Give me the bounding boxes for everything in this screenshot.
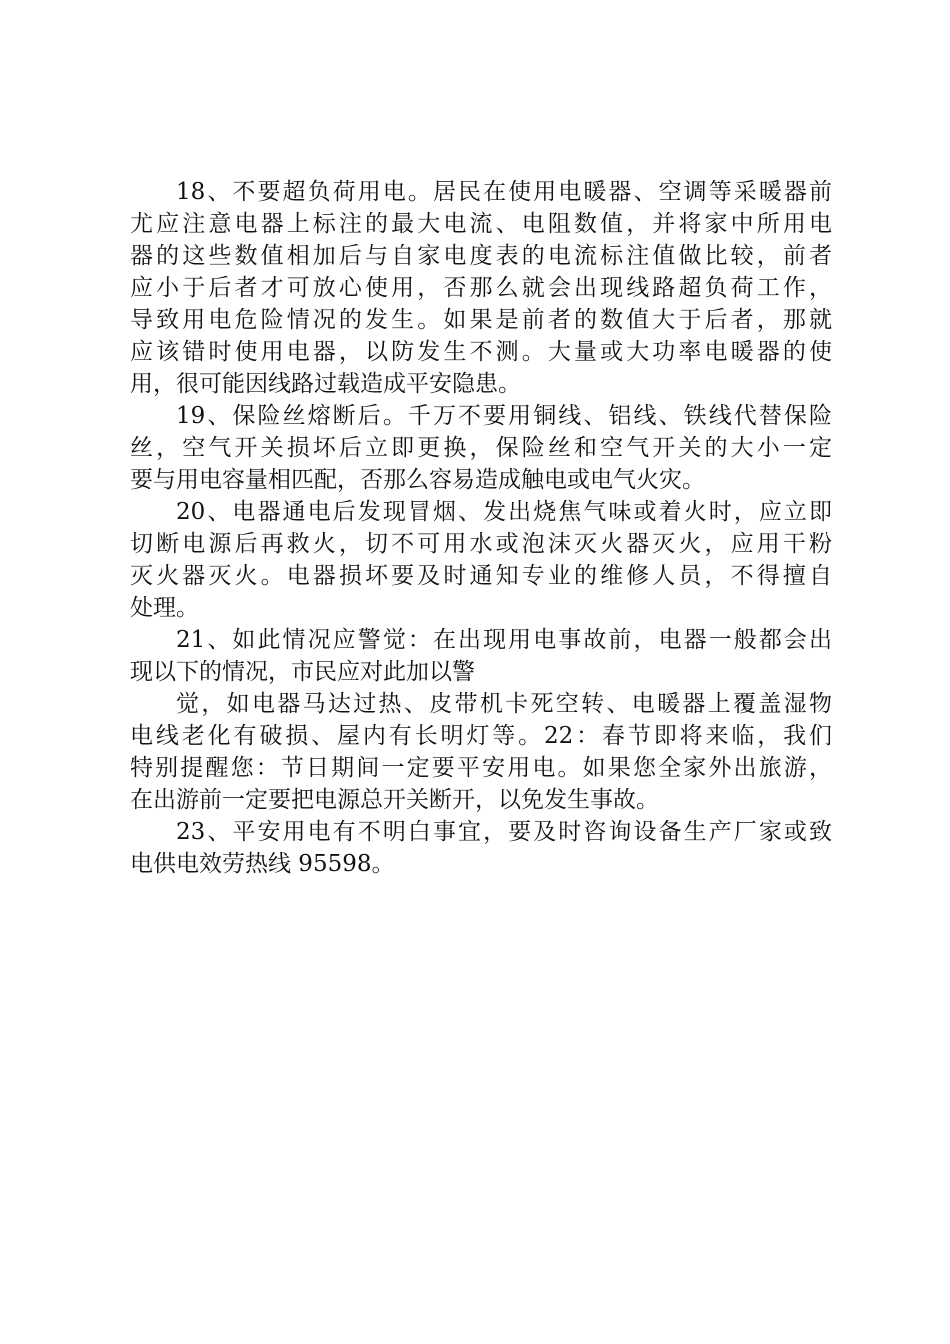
text-line: 处理。 — [130, 595, 199, 621]
text-line: 用，很可能因线路过载造成平安隐患。 — [130, 371, 521, 397]
text-line: 觉，如电器马达过热、皮带机卡死空转、电暖器上覆盖湿物 — [176, 691, 832, 717]
paragraph-18 — [130, 176, 832, 400]
text-line: 在出游前一定要把电源总开关断开，以免发生事故。 — [130, 787, 659, 813]
text-line: 导致用电危险情况的发生。如果是前者的数值大于后者，那就 — [130, 307, 832, 333]
text-line: 尤应注意电器上标注的最大电流、电阻数值，并将家中所用电 — [130, 211, 832, 237]
text-line: 电供电效劳热线 95598。 — [130, 851, 395, 877]
paragraph-21 — [130, 624, 832, 688]
paragraph-21-continued — [130, 688, 832, 816]
paragraph-20 — [130, 496, 832, 624]
text-line: 灭火器灭火。电器损坏要及时通知专业的维修人员，不得擅自 — [130, 563, 832, 589]
text-line: 特别提醒您：节日期间一定要平安用电。如果您全家外出旅游， — [130, 755, 832, 781]
text-line: 要与用电容量相匹配，否那么容易造成触电或电气火灾。 — [130, 467, 705, 493]
text-line: 电线老化有破损、屋内有长明灯等。22：春节即将来临，我们 — [130, 723, 832, 749]
paragraph-23 — [130, 816, 832, 880]
text-line: 应小于后者才可放心使用，否那么就会出现线路超负荷工作， — [130, 275, 832, 301]
text-line: 20、电器通电后发现冒烟、发出烧焦气味或着火时，应立即 — [176, 499, 832, 525]
text-line: 应该错时使用电器，以防发生不测。大量或大功率电暖器的使 — [130, 339, 832, 365]
paragraph-19 — [130, 400, 832, 496]
text-line: 18、不要超负荷用电。居民在使用电暖器、空调等采暖器前 — [176, 179, 832, 205]
text-line: 切断电源后再救火，切不可用水或泡沫灭火器灭火，应用干粉 — [130, 531, 832, 557]
text-line: 现以下的情况，市民应对此加以警 — [130, 659, 475, 685]
text-line: 23、平安用电有不明白事宜，要及时咨询设备生产厂家或致 — [176, 819, 832, 845]
text-line: 丝，空气开关损坏后立即更换，保险丝和空气开关的大小一定 — [130, 435, 832, 461]
document-page — [130, 176, 832, 880]
text-line: 器的这些数值相加后与自家电度表的电流标注值做比较，前者 — [130, 243, 832, 269]
text-line: 19、保险丝熔断后。千万不要用铜线、铝线、铁线代替保险 — [176, 403, 832, 429]
text-line: 21、如此情况应警觉：在出现用电事故前，电器一般都会出 — [176, 627, 832, 653]
